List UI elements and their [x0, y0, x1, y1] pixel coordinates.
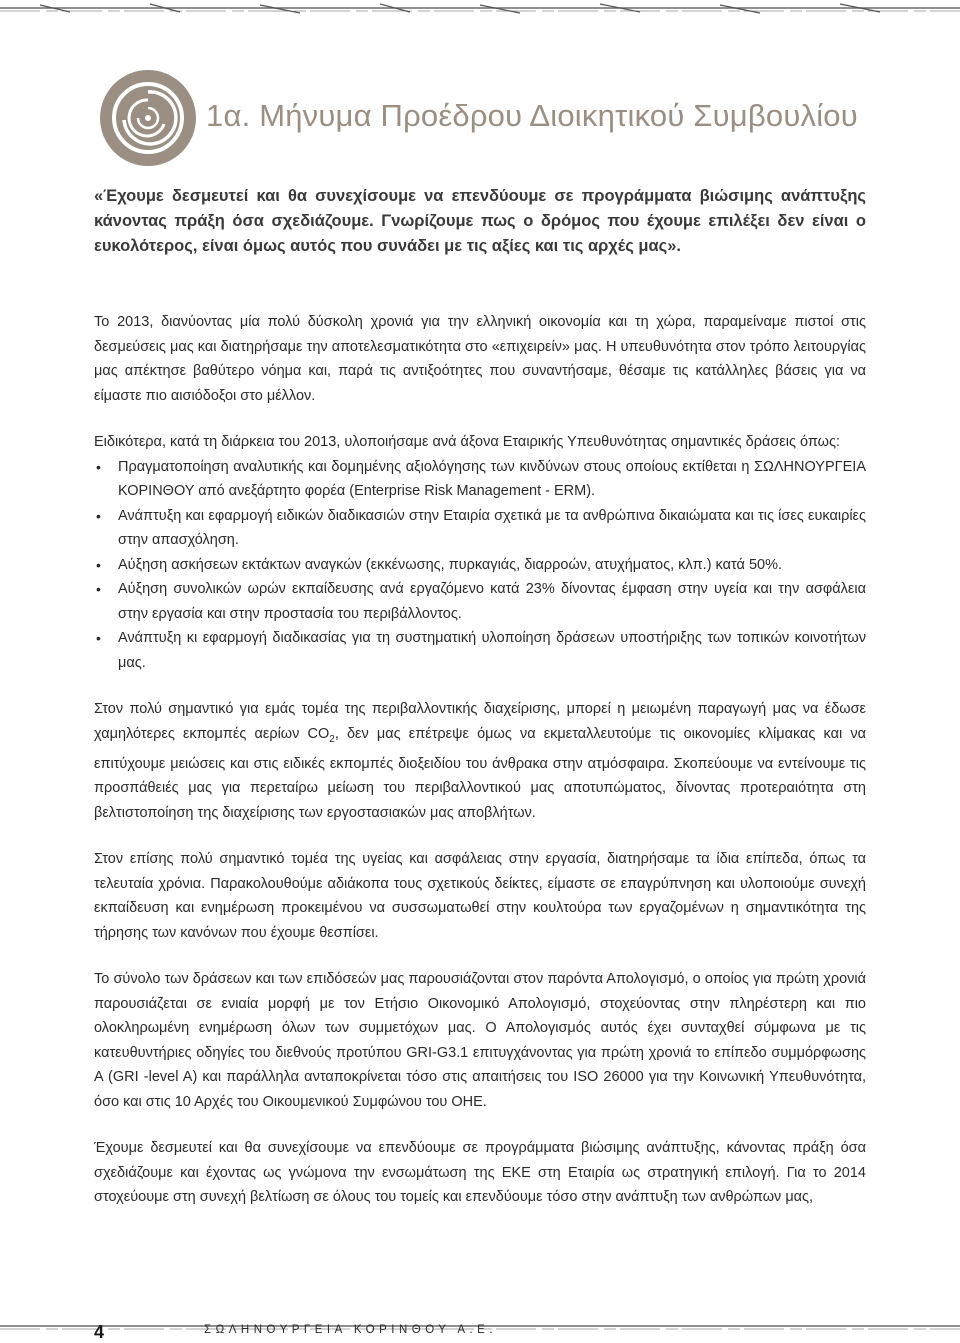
spiral-emblem-icon	[98, 68, 198, 168]
paragraph-environment	[94, 697, 866, 825]
pull-quote: «Έχουμε δεσμευτεί και θα συνεχίσουμε να επενδύουμε σε προγράμματα βιώσιμης ανάπτυξης κάνοντας πράξη όσα σχεδιάζουμε. Γνωρίζουμε πως ο δρόμος που έχουμε επιλέξει δεν είναι ο ευκολότερος, είναι όμως αυτός που συνάδει με τις αξίες και τις αρχές μας».	[94, 187, 866, 255]
list-item-text: Πραγματοποίηση αναλυτικής και δομημένης αξιολόγησης των κινδύνων στους οποίους εκτίθεται η ΣΩΛΗΝΟΥΡΓΕΙΑ ΚΟΡΙΝΘΟΥ από ανεξάρτητο φορέα (Enterprise Risk Management - ERM).	[118, 458, 866, 499]
environment-text-part1: Στον πολύ σημαντικό για εμάς τομέα της περιβαλλοντικής διαχείρισης, μπορεί η μειωμένη παραγωγή μας να έδωσε χαμηλότερες εκπομπές αερίων CO	[94, 701, 866, 742]
paragraph-health-safety: Στον επίσης πολύ σημαντικό τομέα της υγείας και ασφάλειας στην εργασία, διατηρήσαμε τα ίδια επίπεδα, όπως τα τελευταία χρόνια. Παρακολουθούμε αδιάκοπα τους σχετικούς δείκτες, είμαστε σε επαγρύπνηση και υλοποιούμε συνεχή εκπαίδευση και ενημέρωση προκειμένου να συσσωματωθεί στην κουλτούρα των εργαζομένων η σημαντικότητα της τήρησης των κανόνων που έχουμε θεσπίσει.	[94, 851, 866, 941]
bullet-icon: •	[96, 507, 101, 524]
paragraph-commitment: Έχουμε δεσμευτεί και θα συνεχίσουμε να επενδύουμε σε προγράμματα βιώσιμης ανάπτυξης, κάνοντας πράξη όσα σχεδιάζουμε και έχοντας ως γνώμονα την ενσωμάτωση της ΕΚΕ στη Εταιρία ως στρατηγική επιλογή. Για το 2014 στοχεύουμε στη συνεχή βελτίωση σε όλους του τομείς και επενδύουμε τόσο στην ανάπτυξη των ανθρώπων μας,	[94, 1140, 866, 1206]
list-item-text: Ανάπτυξη κι εφαρμογή διαδικασίας για τη συστηματική υλοποίηση δράσεων υποστήριξης των τοπικών κοινοτήτων μας.	[118, 630, 866, 671]
paragraph-actions-lead: Ειδικότερα, κατά τη διάρκεια του 2013, υλοποιήσαμε ανά άξονα Εταιρικής Υπευθυνότητας σημαντικές δράσεις όπως:	[94, 434, 840, 450]
bullet-icon: •	[96, 581, 101, 597]
list-item-text: Αύξηση συνολικών ωρών εκπαίδευσης ανά εργαζόμενο κατά 23% δίνοντας έμφαση στην υγεία και την ασφάλεια στην εργασία και στην προστασία του περιβάλλοντος.	[118, 581, 866, 622]
bullet-icon: •	[96, 458, 101, 475]
co2-subscript: 2	[329, 733, 335, 745]
environment-text-part2: , δεν μας επέτρεψε όμως να εκμεταλλευτούμε τις οικονομίες κλίμακας και να επιτύχουμε μειώσεις και στις ειδικές εκπομπές διοξειδίου του άνθρακα στην ατμόσφαιρα. Σκοπεύουμε να εντείνουμε τις προσπάθειές μας για περεταίρω μείωση του περιβαλλοντικού μας αποτυπώματος, δίνοντας προτεραιότητα στη βελτιστοποίηση της διαχείρισης των εργοστασιακών μας αποβλήτων.	[94, 725, 866, 821]
page-footer	[94, 1324, 894, 1340]
list-item	[94, 577, 866, 626]
top-decorative-border	[0, 0, 960, 20]
list-item-text: Ανάπτυξη και εφαρμογή ειδικών διαδικασιών στην Εταιρία σχετικά με τα ανθρώπινα δικαιώματα και τις ίσες ευκαιρίες στην απασχόληση.	[118, 507, 866, 548]
paragraph-intro: Το 2013, διανύοντας μία πολύ δύσκολη χρονιά για την ελληνική οικονομία και τη χώρα, παραμείναμε πιστοί στις δεσμεύσεις μας και διατηρήσαμε την αποτελεσματικότητα στο «επιχειρείν» μας. Η υπευθυνότητα στον τρόπο λειτουργίας μας απέκτησε βαθύτερο νόημα και, παρά τις αντιξοότητες που συναντήσαμε, θέσαμε τις κατάλληλες βάσεις για να είμαστε πιο αισιόδοξοι στο μέλλον.	[94, 314, 866, 404]
list-item	[94, 553, 866, 578]
paragraph-report: Το σύνολο των δράσεων και των επιδόσεών μας παρουσιάζονται στον παρόντα Απολογισμό, ο οποίος για πρώτη χρονιά παρουσιάζεται σε ενιαία μορφή με τον Ετήσιο Οικονομικό Απολογισμό, στοχεύοντας στην πληρέστερη και πιο ολοκληρωμένη ενημέρωση όλων των συμμετόχων μας. Ο Απολογισμός αυτός έχει συνταχθεί σύμφωνα με τις κατευθυντήριες οδηγίες του διεθνούς προτύπου GRI-G3.1 επιτυγχάνοντας για πρώτη χρονιά το επίπεδο συμμόρφωσης Α (GRI -level A) και παράλληλα ανταποκρίνεται τόσο στις απαιτήσεις του ISO 26000 για την Κοινωνική Υπευθυνότητα, όσο και στις 10 Αρχές του Οικουμενικού Συμφώνου του ΟΗΕ.	[94, 971, 866, 1110]
list-item	[94, 504, 866, 553]
page-header	[98, 68, 898, 168]
actions-list	[94, 455, 866, 676]
page-title: 1α. Μήνυμα Προέδρου Διοικητικού Συμβουλίου	[206, 98, 858, 133]
bullet-icon: •	[96, 556, 101, 573]
list-item	[94, 455, 866, 504]
page-number: 4	[94, 1322, 105, 1342]
list-item	[94, 626, 866, 675]
main-content	[94, 184, 866, 1210]
company-name: ΣΩΛΗΝΟΥΡΓΕΙΑ ΚΟΡΙΝΘΟΥ Α.Ε.	[204, 1324, 498, 1336]
bullet-icon: •	[96, 630, 101, 646]
list-item-text: Αύξηση ασκήσεων εκτάκτων αναγκών (εκκένωσης, πυρκαγιάς, διαρροών, ατυχήματος, κλπ.) κατά 50%.	[118, 556, 782, 573]
